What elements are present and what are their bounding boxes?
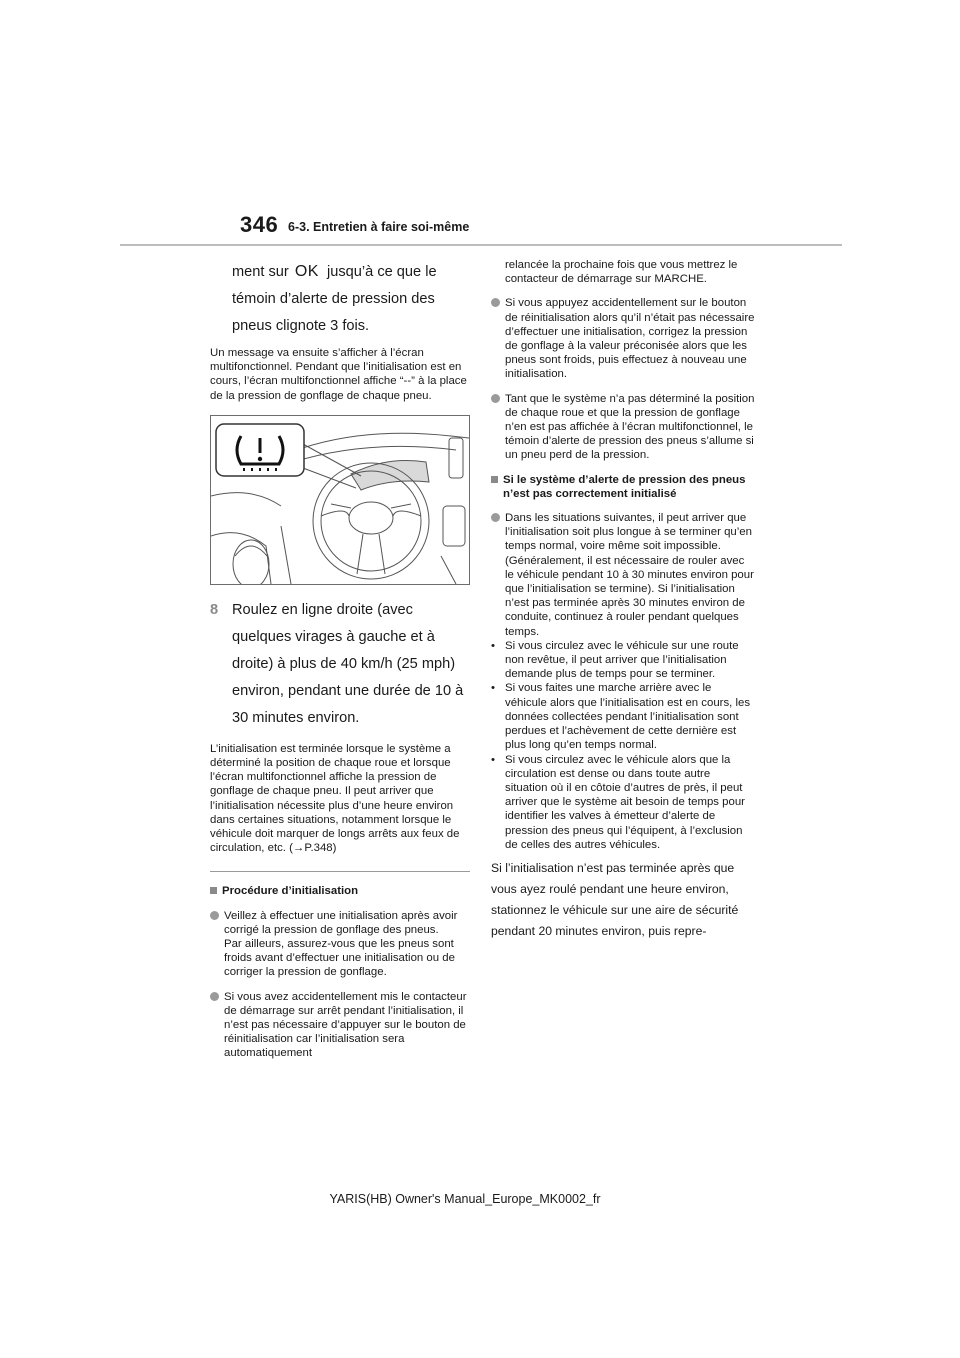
sub-bullet-dot-icon: •: [491, 753, 495, 766]
section-title: 6-3. Entretien à faire soi-même: [288, 220, 470, 234]
step7-continued: [210, 258, 470, 340]
sub-bullet-dot-icon: •: [491, 682, 495, 695]
right-column: [491, 258, 755, 942]
left-column: [210, 258, 470, 1071]
list-item: [210, 990, 470, 1061]
dashboard-illustration: [210, 415, 470, 585]
continued-text: relancée la prochaine fois que vous mettrez le contacteur de démarrage sur MARCHE.: [505, 259, 738, 286]
dashboard-drawing: [211, 416, 469, 584]
page-number: 346: [240, 212, 279, 237]
circle-bullet-icon: [210, 911, 219, 920]
ok-button-glyph: OK: [294, 263, 319, 280]
bullet-text: Si vous appuyez accidentellement sur le bouton de réinitialisation alors qu’il n’était pas nécessaire d’effectuer une initialisation, corrigez la pression de gonflage à la valeur préconisée alors que les pneus sont froids, puis effectuez à nouveau une initialisation.: [505, 297, 755, 381]
section-divider: [210, 871, 470, 872]
bullet-text: Veillez à effectuer une initialisation après avoir corrigé la pression de gonflage des pneus. Par ailleurs, assurez-vous que les pneus sont froids avant d’effectuer une initialisation ou de corriger la pression de gonflage.: [224, 909, 458, 979]
sub-bullet-text: Si vous circulez avec le véhicule alors que la circulation est dense ou dans toute autre situation où il en côtoie d’autres de près, il peut arriver que le système ait besoin de temps pour identifier les valves à émetteur d’alerte de pression des pneus qui l’équipent, à l’exclusion de celles des autres véhicules.: [505, 753, 745, 851]
intro-post: jusqu’à ce que le: [327, 264, 437, 280]
list-item: [210, 909, 470, 980]
bullet-text: Dans les situations suivantes, il peut arriver que l’initialisation soit plus longue à se terminer qu’en temps normal, voire même soit impossible. (Généralement, il est nécessaire de rouler avec le véhicule pendant 10 à 30 minutes environ pour que l’initialisation se termine). Si l’initialisation n’est pas terminée après 30 minutes environ de conduite, continuez à rouler pendant quelques temps.: [505, 512, 754, 638]
init-paragraph: L’initialisation est terminée lorsque le système a déterminé la position de chaque roue et lorsque l’écran multifonctionnel affiche la pression de gonflage de chaque pneu. Il peut arriver que l’initialisation nécessite plus d’une heure environ dans certaines situations, notamment lorsque le véhicule doit marquer de longs arrêts aux feux de circulation, etc. (→P.348): [210, 742, 460, 855]
step-8: [210, 597, 470, 732]
list-item: [491, 392, 755, 463]
bullet-text: Si vous avez accidentellement mis le contacteur de démarrage sur arrêt pendant l’initialisation, il n’est pas nécessaire d’appuyer sur le bouton de réinitialisation car l’initialisation sera automatiquement: [224, 990, 467, 1060]
subhead-not-initialized: [491, 473, 755, 501]
sub-list-item: [491, 639, 755, 682]
subhead-text: Procédure d’initialisation: [222, 885, 359, 898]
footer: [0, 1192, 960, 1206]
intro-line1: [232, 258, 470, 286]
intro-line2: témoin d’alerte de pression des: [232, 291, 435, 307]
circle-bullet-icon: [491, 394, 500, 403]
header-rule: [120, 244, 842, 246]
sub-bullet-text: Si vous circulez avec le véhicule sur une route non revêtue, il peut arriver que l’initialisation demande plus de temps pour se terminer.: [505, 639, 739, 681]
subhead-procedure: [210, 884, 470, 898]
sub-list-item: [491, 681, 755, 752]
circle-bullet-icon: [491, 513, 500, 522]
step-text: Roulez en ligne droite (avec quelques virages à gauche et à droite) à plus de 40 km/h (25 mph) environ, pendant une durée de 10 à 30 minutes environ.: [232, 601, 464, 726]
circle-bullet-icon: [491, 298, 500, 307]
square-bullet-icon: [210, 887, 217, 894]
circle-bullet-icon: [210, 992, 219, 1001]
intro-line3: pneus clignote 3 fois.: [232, 318, 370, 334]
bullet-text: Tant que le système n’a pas déterminé la position de chaque roue et que la pression de gonflage n’en est pas affichée à l’écran multifonctionnel, le témoin d’alerte de pression des pneus s’allume si un pneu perd de la pression.: [505, 392, 755, 462]
square-bullet-icon: [491, 476, 498, 483]
list-item: [491, 511, 755, 639]
message-paragraph: Un message va ensuite s’afficher à l’écran multifonctionnel. Pendant que l’initialisation est en cours, l’écran multifonctionnel affiche “--” à la place de la pression de gonflage de chaque pneu.: [210, 347, 467, 402]
list-item: [491, 296, 755, 381]
intro-pre: ment sur: [232, 264, 289, 280]
sub-list-item: [491, 753, 755, 852]
sub-bullet-text: Si vous faites une marche arrière avec le véhicule alors que l’initialisation est en cours, les données collectées pendant l’initialisation sont perdues et l’achèvement de cette dernière est plus long qu’en temps normal.: [505, 682, 751, 752]
subhead-text: Si le système d’alerte de pression des pneus n’est pas correctement initialisé: [503, 473, 746, 500]
closing-paragraph: Si l’initialisation n’est pas terminée après que vous ayez roulé pendant une heure environ, stationnez le véhicule sur une aire de sécurité pendant 20 minutes environ, puis repre-: [491, 860, 739, 938]
footer-text: YARIS(HB) Owner's Manual_Europe_MK0002_fr: [329, 1192, 601, 1206]
sub-bullet-dot-icon: •: [491, 639, 495, 652]
step-number: 8: [210, 601, 219, 618]
